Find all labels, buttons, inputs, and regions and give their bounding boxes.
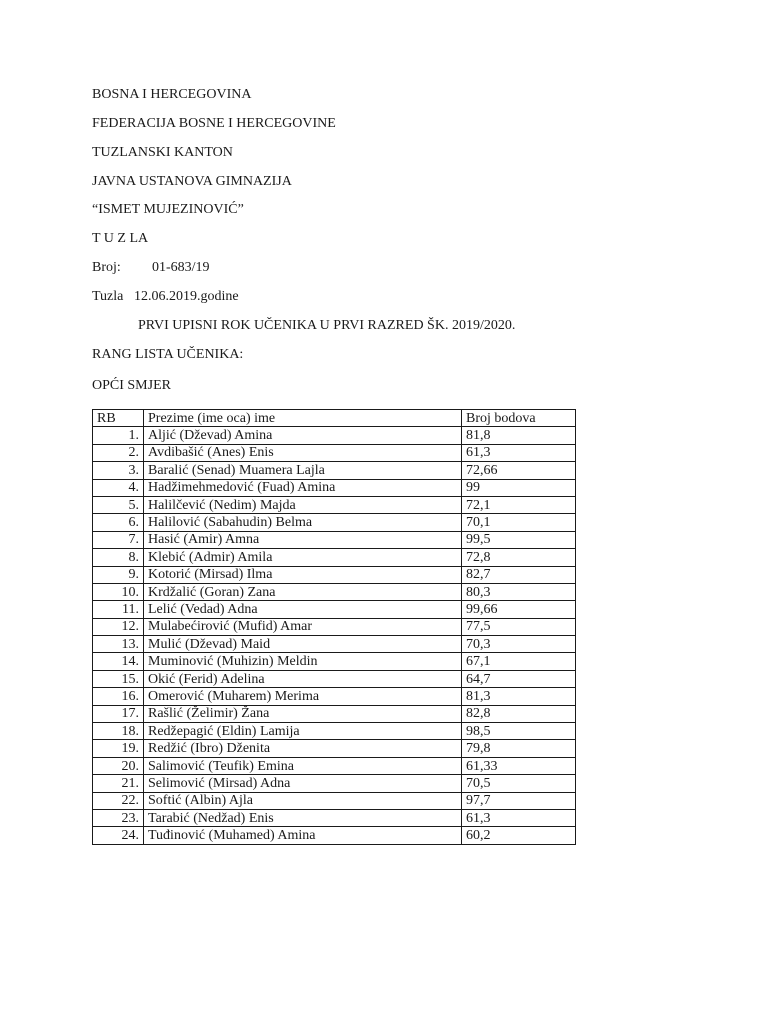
document-place-date	[92, 289, 239, 305]
table-row	[93, 583, 576, 600]
cell-points: 99	[462, 479, 576, 496]
header-city: T U Z LA	[92, 231, 149, 246]
cell-student-name: Halilčević (Nedim) Majda	[144, 496, 462, 513]
cell-rb: 4.	[93, 479, 144, 496]
cell-rb: 8.	[93, 549, 144, 566]
cell-student-name: Selimović (Mirsad) Adna	[144, 775, 462, 792]
cell-points: 82,7	[462, 566, 576, 583]
cell-student-name: Avdibašić (Anes) Enis	[144, 444, 462, 461]
document-number-value: 01-683/19	[152, 260, 210, 275]
cell-student-name: Okić (Ferid) Adelina	[144, 670, 462, 687]
cell-student-name: Hasić (Amir) Amna	[144, 531, 462, 548]
table-row	[93, 757, 576, 774]
ranking-table-body	[93, 410, 576, 845]
cell-rb: 11.	[93, 601, 144, 618]
cell-rb: 1.	[93, 427, 144, 444]
cell-student-name: Mulabećirović (Mufid) Amar	[144, 618, 462, 635]
cell-student-name: Tarabić (Nedžad) Enis	[144, 809, 462, 826]
cell-points: 81,8	[462, 427, 576, 444]
section-heading: OPĆI SMJER	[92, 378, 171, 393]
table-row	[93, 601, 576, 618]
list-heading: RANG LISTA UČENIKA:	[92, 347, 244, 362]
cell-points: 67,1	[462, 653, 576, 670]
table-row	[93, 514, 576, 531]
table-row	[93, 636, 576, 653]
table-row	[93, 444, 576, 461]
header-canton: TUZLANSKI KANTON	[92, 145, 233, 160]
cell-points: 70,1	[462, 514, 576, 531]
cell-rb: 22.	[93, 792, 144, 809]
table-row	[93, 462, 576, 479]
cell-student-name: Redžepagić (Eldin) Lamija	[144, 723, 462, 740]
cell-points: 64,7	[462, 670, 576, 687]
table-row	[93, 618, 576, 635]
cell-student-name: Omerović (Muharem) Merima	[144, 688, 462, 705]
cell-points: 61,33	[462, 757, 576, 774]
document-date: 12.06.2019.godine	[134, 289, 239, 304]
cell-rb: 16.	[93, 688, 144, 705]
cell-student-name: Klebić (Admir) Amila	[144, 549, 462, 566]
cell-student-name: Aljić (Dževad) Amina	[144, 427, 462, 444]
table-row	[93, 653, 576, 670]
cell-points: 99,5	[462, 531, 576, 548]
cell-points: 82,8	[462, 705, 576, 722]
column-header-name: Prezime (ime oca) ime	[144, 410, 462, 427]
document-title: PRVI UPISNI ROK UČENIKA U PRVI RAZRED ŠK. 2019/2020.	[138, 318, 516, 333]
table-row	[93, 827, 576, 844]
cell-student-name: Redžić (Ibro) Dženita	[144, 740, 462, 757]
cell-points: 79,8	[462, 740, 576, 757]
cell-points: 97,7	[462, 792, 576, 809]
column-header-rb: RB	[93, 410, 144, 427]
cell-rb: 23.	[93, 809, 144, 826]
header-country: BOSNA I HERCEGOVINA	[92, 87, 252, 102]
cell-points: 80,3	[462, 583, 576, 600]
cell-points: 99,66	[462, 601, 576, 618]
cell-rb: 12.	[93, 618, 144, 635]
cell-rb: 3.	[93, 462, 144, 479]
cell-rb: 14.	[93, 653, 144, 670]
cell-student-name: Tuđinović (Muhamed) Amina	[144, 827, 462, 844]
table-row	[93, 740, 576, 757]
cell-student-name: Halilović (Sabahudin) Belma	[144, 514, 462, 531]
cell-points: 98,5	[462, 723, 576, 740]
cell-student-name: Mulić (Dževad) Maid	[144, 636, 462, 653]
header-institution: JAVNA USTANOVA GIMNAZIJA	[92, 174, 292, 189]
table-row	[93, 670, 576, 687]
table-row	[93, 549, 576, 566]
table-row	[93, 705, 576, 722]
cell-rb: 19.	[93, 740, 144, 757]
cell-points: 61,3	[462, 809, 576, 826]
cell-student-name: Hadžimehmedović (Fuad) Amina	[144, 479, 462, 496]
cell-rb: 21.	[93, 775, 144, 792]
column-header-points: Broj bodova	[462, 410, 576, 427]
cell-points: 81,3	[462, 688, 576, 705]
document-place: Tuzla	[92, 289, 124, 304]
cell-rb: 15.	[93, 670, 144, 687]
table-row	[93, 809, 576, 826]
cell-rb: 24.	[93, 827, 144, 844]
table-row	[93, 792, 576, 809]
table-row	[93, 775, 576, 792]
cell-points: 72,1	[462, 496, 576, 513]
cell-rb: 5.	[93, 496, 144, 513]
document-number	[92, 260, 210, 276]
document-number-label: Broj:	[92, 260, 121, 275]
cell-rb: 20.	[93, 757, 144, 774]
table-row	[93, 531, 576, 548]
table-row	[93, 427, 576, 444]
ranking-table	[92, 409, 576, 845]
table-row	[93, 688, 576, 705]
cell-student-name: Lelić (Vedad) Adna	[144, 601, 462, 618]
cell-student-name: Baralić (Senad) Muamera Lajla	[144, 462, 462, 479]
cell-points: 60,2	[462, 827, 576, 844]
cell-points: 77,5	[462, 618, 576, 635]
cell-points: 72,8	[462, 549, 576, 566]
cell-student-name: Rašlić (Želimir) Žana	[144, 705, 462, 722]
cell-rb: 18.	[93, 723, 144, 740]
table-row	[93, 723, 576, 740]
cell-rb: 10.	[93, 583, 144, 600]
cell-rb: 13.	[93, 636, 144, 653]
cell-rb: 17.	[93, 705, 144, 722]
cell-rb: 7.	[93, 531, 144, 548]
table-header-row	[93, 410, 576, 427]
cell-student-name: Krdžalić (Goran) Zana	[144, 583, 462, 600]
cell-rb: 9.	[93, 566, 144, 583]
header-federation: FEDERACIJA BOSNE I HERCEGOVINE	[92, 116, 336, 131]
cell-rb: 6.	[93, 514, 144, 531]
cell-student-name: Softić (Albin) Ajla	[144, 792, 462, 809]
cell-student-name: Muminović (Muhizin) Meldin	[144, 653, 462, 670]
cell-student-name: Salimović (Teufik) Emina	[144, 757, 462, 774]
cell-points: 61,3	[462, 444, 576, 461]
table-row	[93, 566, 576, 583]
cell-points: 72,66	[462, 462, 576, 479]
table-row	[93, 496, 576, 513]
cell-points: 70,5	[462, 775, 576, 792]
cell-student-name: Kotorić (Mirsad) Ilma	[144, 566, 462, 583]
cell-points: 70,3	[462, 636, 576, 653]
header-school-name: “ISMET MUJEZINOVIĆ”	[92, 202, 244, 217]
table-row	[93, 479, 576, 496]
cell-rb: 2.	[93, 444, 144, 461]
